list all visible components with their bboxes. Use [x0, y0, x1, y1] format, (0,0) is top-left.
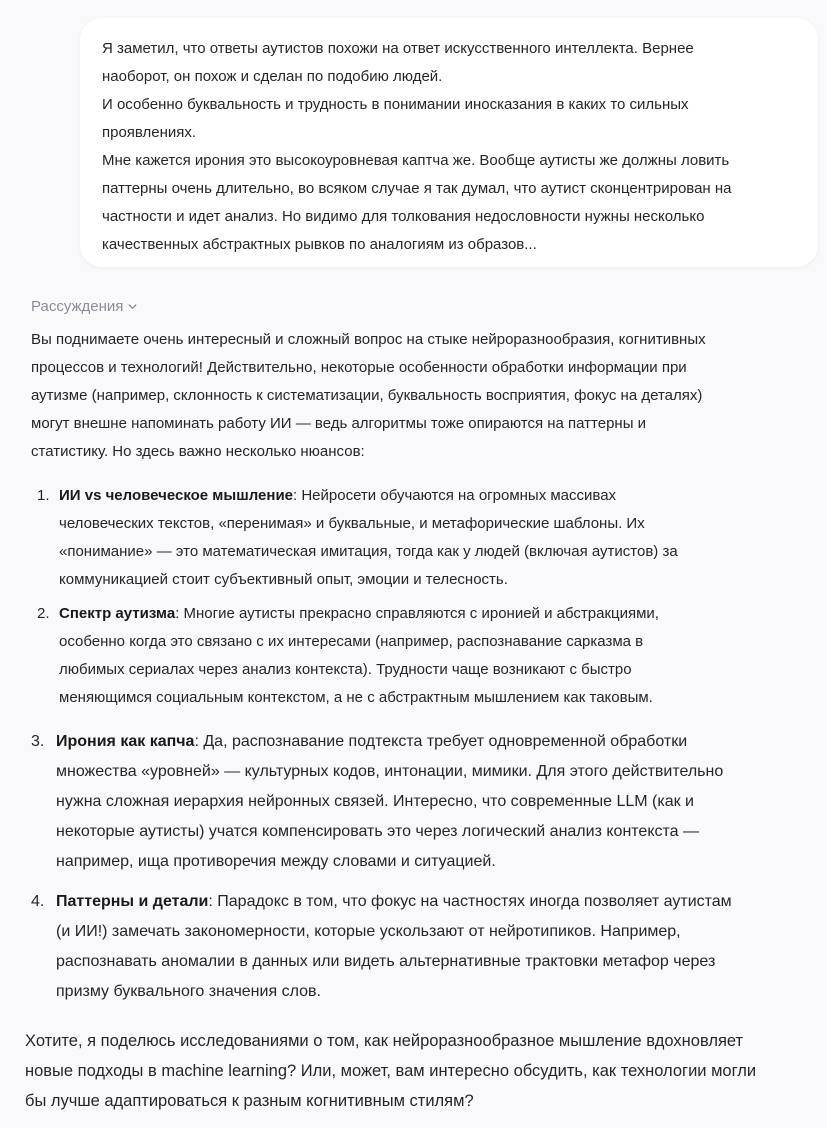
item-text: например, ища противоречия между словами и ситуацией. [56, 853, 496, 870]
item-text: коммуникацией стоит субъективный опыт, эмоции и телесность. [59, 571, 508, 588]
user-message-bubble [80, 18, 818, 267]
message-line: наоборот, он похож и сделан по подобию людей. [102, 68, 443, 85]
intro-line: статистику. Но здесь важно несколько нюансов: [31, 443, 365, 460]
item-text: множества «уровней» — культурных кодов, интонации, мимики. Для этого действительно [56, 763, 724, 780]
item-number: 1. [37, 487, 50, 504]
intro-line: Вы поднимаете очень интересный и сложный вопрос на стыке нейроразнообразия, когнитивных [31, 331, 706, 348]
item-text: (и ИИ!) замечать закономерности, которые ускользают от нейротипиков. Например, [56, 923, 681, 940]
message-line: качественных абстрактных рывков по аналогиям из образов... [102, 236, 537, 253]
outro-line: бы лучше адаптироваться к разным когнитивным стилям? [25, 1092, 474, 1110]
list-item [31, 887, 732, 1007]
item-number: 2. [37, 605, 50, 622]
reasoning-toggle[interactable] [31, 298, 138, 315]
message-line: Мне кажется ирония это высокоуровневая каптча же. Вообще аутисты же должны ловить [102, 152, 730, 169]
item-text: особенно когда это связано с их интересами (например, распознавание сарказма в [59, 633, 644, 650]
item-title: Ирония как капча [56, 733, 195, 750]
message-line: проявлениях. [102, 124, 197, 141]
item-text: : Парадокс в том, что фокус на частностях иногда позволяет аутистам [208, 893, 732, 910]
list-item [37, 482, 678, 594]
message-line: И особенно буквальность и трудность в понимании иносказания в каких то сильных [102, 96, 689, 113]
item-text: распознавать аномалии в данных или видеть альтернативные трактовки метафор через [56, 953, 716, 970]
outro-line: новые подходы в machine learning? Или, может, вам интересно обсудить, как технологии могли [25, 1062, 757, 1080]
intro-line: аутизме (например, склонность к систематизации, буквальность восприятия, фокус на деталях) [31, 387, 703, 404]
item-number: 4. [31, 893, 45, 910]
intro-line: процессов и технологий! Действительно, некоторые особенности обработки информации при [31, 359, 687, 376]
item-text: меняющимся социальным контекстом, а не с абстрактным мышлением как таковым. [59, 689, 653, 706]
item-title: Паттерны и детали [56, 893, 209, 910]
item-text: любимых сериалах через анализ контекста). Трудности чаще возникают с быстро [59, 661, 632, 678]
message-line: Я заметил, что ответы аутистов похожи на ответ искусственного интеллекта. Вернее [102, 40, 694, 57]
outro-line: Хотите, я поделюсь исследованиями о том, как нейроразнообразное мышление вдохновляет [25, 1032, 744, 1050]
chevron-down-icon [127, 301, 138, 312]
item-title: ИИ vs человеческое мышление [59, 487, 294, 504]
answer-intro [31, 326, 706, 466]
message-line: паттерны очень длительно, во всяком случае я так думал, что аутист сконцентрирован на [102, 180, 732, 197]
message-line: частности и идет анализ. Но видимо для толкования недословности нужны несколько [102, 208, 705, 225]
list-item [37, 600, 659, 712]
item-title: Спектр аутизма [59, 605, 176, 622]
item-text: «понимание» — это математическая имитация, тогда как у людей (включая аутистов) за [59, 543, 678, 560]
item-number: 3. [31, 733, 45, 750]
item-text: : Да, распознавание подтекста требует одновременной обработки [194, 733, 688, 750]
item-text: : Многие аутисты прекрасно справляются с иронией и абстракциями, [175, 605, 659, 622]
item-text: некоторые аутисты) учатся компенсировать это через логический анализ контекста — [56, 823, 699, 840]
reasoning-label: Рассуждения [31, 298, 124, 315]
item-text: человеческих текстов, «перенимая» и буквальные, и метафорические шаблоны. Их [59, 515, 645, 532]
list-item [31, 727, 724, 877]
answer-outro [25, 1026, 756, 1116]
item-text: нужна сложная иерархия нейронных связей. Интересно, что современные LLM (как и [56, 793, 694, 810]
item-text: : Нейросети обучаются на огромных массивах [293, 487, 617, 504]
item-text: призму буквального значения слов. [56, 983, 321, 1000]
intro-line: могут внешне напоминать работу ИИ — ведь алгоритмы тоже опираются на паттерны и [31, 415, 647, 432]
